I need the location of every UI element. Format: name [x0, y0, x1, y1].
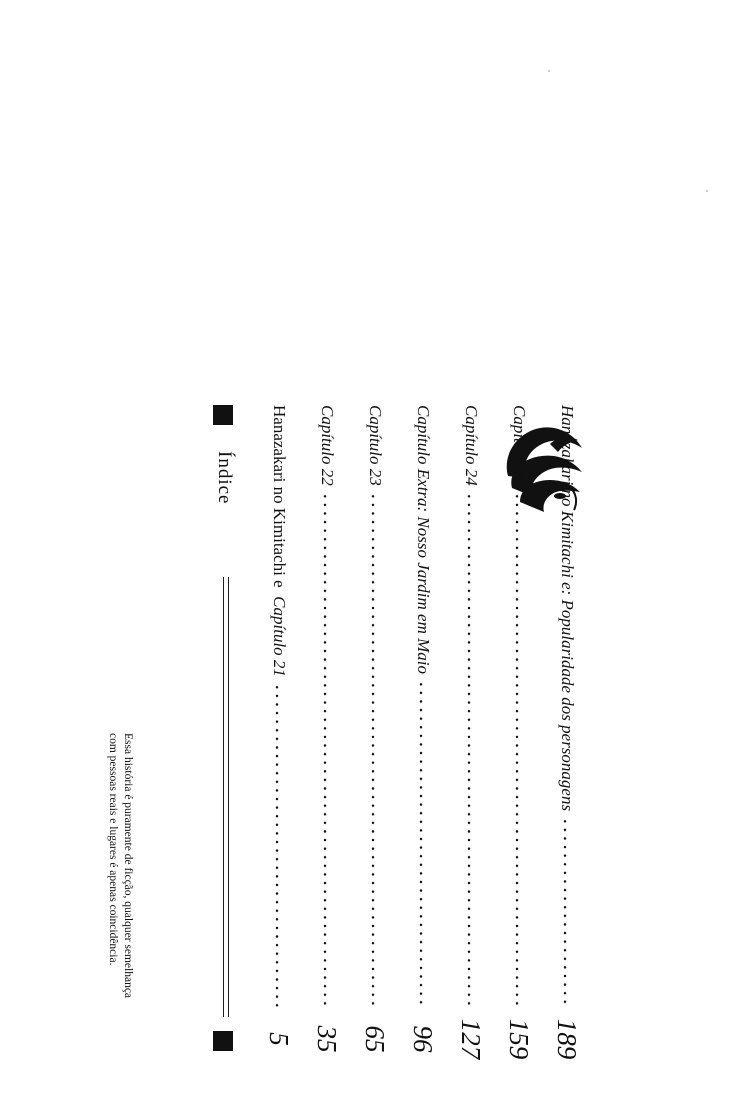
toc-entry: [264, 405, 301, 1065]
toc-entry-page: 5: [264, 1032, 294, 1046]
dot-leader: [275, 683, 279, 1009]
toc-entry-title: [461, 405, 481, 486]
toc-entry-chapter: Capítulo 23: [366, 405, 385, 486]
toc-entry-chapter: Capítulo Extra: Nosso Jardim em Maio: [414, 405, 433, 674]
toc-entry-page: 96: [408, 1025, 438, 1053]
rotated-content: [35, 405, 595, 1065]
toc-entry-title: [413, 405, 433, 674]
black-square-icon: [213, 405, 233, 425]
toc-entry: [552, 405, 589, 1065]
toc-entry-title: [557, 405, 577, 811]
toc-entry: [456, 405, 493, 1065]
toc-entry-page: 127: [456, 1018, 486, 1060]
dot-leader: [419, 680, 423, 1009]
toc-entry-page: 65: [360, 1025, 390, 1053]
toc-entry-chapter: Capítulo 21: [270, 596, 289, 677]
toc-entry-title: [509, 405, 529, 486]
toc-entry: [408, 405, 445, 1065]
toc-entry-chapter: Capítulo 22: [318, 405, 337, 486]
dot-leader: [323, 492, 327, 1009]
toc-entry-chapter: Capítulo 25: [510, 405, 529, 486]
disclaimer-line: com pessoas reais e lugares é apenas coincidência.: [107, 733, 119, 966]
disclaimer-line: Essa história é puramente de ficção, qualquer semelhança: [122, 733, 134, 999]
toc-entry-page: 35: [312, 1025, 342, 1053]
toc-entry-title: [269, 405, 289, 677]
dot-leader: [563, 817, 567, 1009]
dot-leader: [371, 492, 375, 1009]
header-rule: [223, 577, 229, 1017]
scan-speck: [548, 70, 550, 72]
toc-entry: [504, 405, 541, 1065]
toc-entry: [360, 405, 397, 1065]
dot-leader: [515, 492, 519, 1009]
dot-leader: [467, 492, 471, 1009]
toc-entry-prefix: Hanazakari no Kimitachi e: [270, 405, 289, 588]
disclaimer: [105, 733, 135, 1063]
black-square-icon: [213, 1031, 233, 1051]
toc-entry-chapter: Capítulo 24: [462, 405, 481, 486]
toc-entry-title: [317, 405, 337, 486]
scan-speck: [706, 190, 708, 192]
toc-entry-page: 189: [552, 1018, 582, 1060]
index-title: Índice: [214, 451, 235, 505]
toc-entry: [312, 405, 349, 1065]
toc-entry-chapter: Hanazakari no Kimitachi e: Popularidade dos personagens: [558, 405, 577, 812]
toc-entry-title: [365, 405, 385, 486]
toc-entry-page: 159: [504, 1018, 534, 1060]
